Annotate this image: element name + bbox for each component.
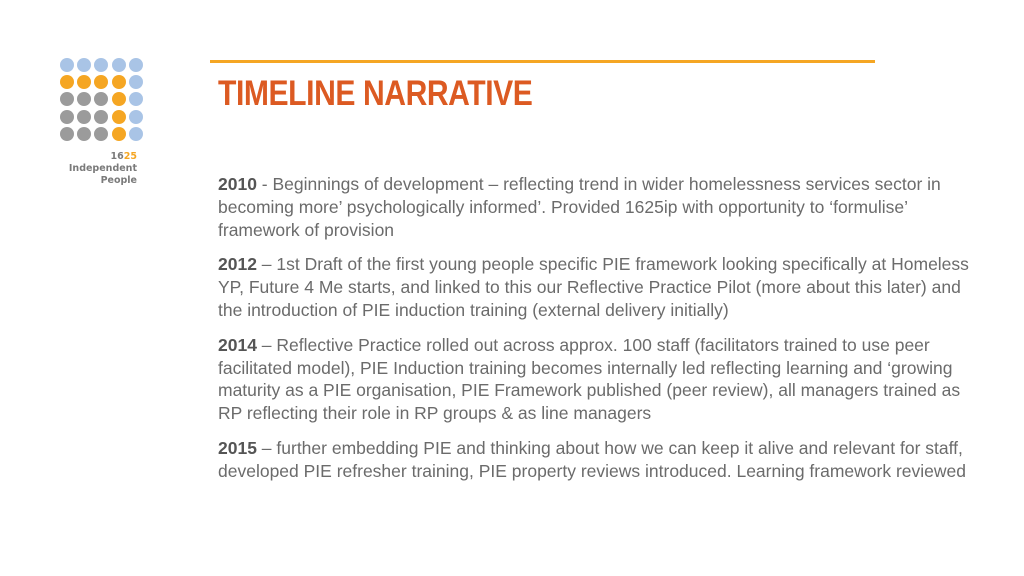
timeline-entry-2012 (218, 253, 978, 321)
logo-dot-grey (60, 127, 74, 141)
logo-dot-orange (60, 75, 74, 89)
logo-dot-blue (129, 58, 143, 72)
logo-dot-grid (60, 58, 145, 141)
logo-dot-blue (112, 58, 126, 72)
entry-year: 2014 (218, 334, 257, 355)
logo-dot-orange (112, 75, 126, 89)
logo-dot-blue (60, 58, 74, 72)
logo-dot-orange (112, 127, 126, 141)
page-title: TIMELINE NARRATIVE (218, 74, 533, 113)
entry-text: – further embedding PIE and thinking about how we can keep it alive and relevant for staff, developed PIE refresher training, PIE property reviews introduced. Learning framework reviewed (218, 437, 967, 481)
entry-text: – 1st Draft of the first young people specific PIE framework looking specifically at Homeless YP, Future 4 Me starts, and linked to this our Reflective Practice Pilot (more about this later) and the introduction of PIE induction training (external delivery initially) (218, 254, 969, 320)
entry-text: – Reflective Practice rolled out across approx. 100 staff (facilitators trained to use peer facilitated model), PIE Induction training becomes internally led reflecting learning and ‘growing maturity as a PIE organisation, PIE Framework published (peer review), all managers trained as RP reflecting their role in RP groups & as line managers (218, 334, 961, 424)
logo-dot-orange (77, 75, 91, 89)
logo-dot-orange (112, 110, 126, 124)
entry-year: 2015 (218, 437, 257, 458)
organisation-logo (59, 58, 145, 187)
logo-dot-grey (77, 127, 91, 141)
timeline-entry-2010 (218, 173, 978, 241)
logo-dot-grey (94, 127, 108, 141)
entry-year: 2012 (218, 254, 257, 275)
logo-dot-grey (60, 110, 74, 124)
logo-dot-blue (94, 58, 108, 72)
title-accent-rule (210, 60, 875, 63)
logo-wordmark (55, 151, 137, 187)
logo-dot-blue (129, 110, 143, 124)
entry-text: - Beginnings of development – reflecting trend in wider homelessness services sector in becoming more’ psychologically informed’. Provided 1625ip with opportunity to ‘formulise’ framework of provision (218, 174, 941, 240)
logo-line-independent: Independent (68, 162, 137, 174)
entry-year: 2010 (218, 174, 257, 194)
logo-dot-grey (77, 92, 91, 106)
logo-dot-grey (60, 92, 74, 106)
timeline-entry-2014 (218, 334, 978, 425)
logo-dot-grey (94, 110, 108, 124)
logo-dot-orange (112, 92, 126, 106)
logo-dot-blue (77, 58, 91, 72)
logo-dot-grey (94, 92, 108, 106)
logo-dot-orange (94, 75, 108, 89)
logo-dot-blue (129, 75, 143, 89)
timeline-entry-2015 (218, 437, 978, 483)
logo-dot-blue (129, 92, 143, 106)
timeline-list (218, 173, 978, 495)
logo-dot-blue (129, 127, 143, 141)
logo-line-people: People (100, 174, 137, 186)
logo-number (55, 151, 137, 163)
logo-dot-grey (77, 110, 91, 124)
logo-number-part2: 25 (123, 150, 137, 162)
logo-number-part1: 16 (110, 150, 124, 162)
